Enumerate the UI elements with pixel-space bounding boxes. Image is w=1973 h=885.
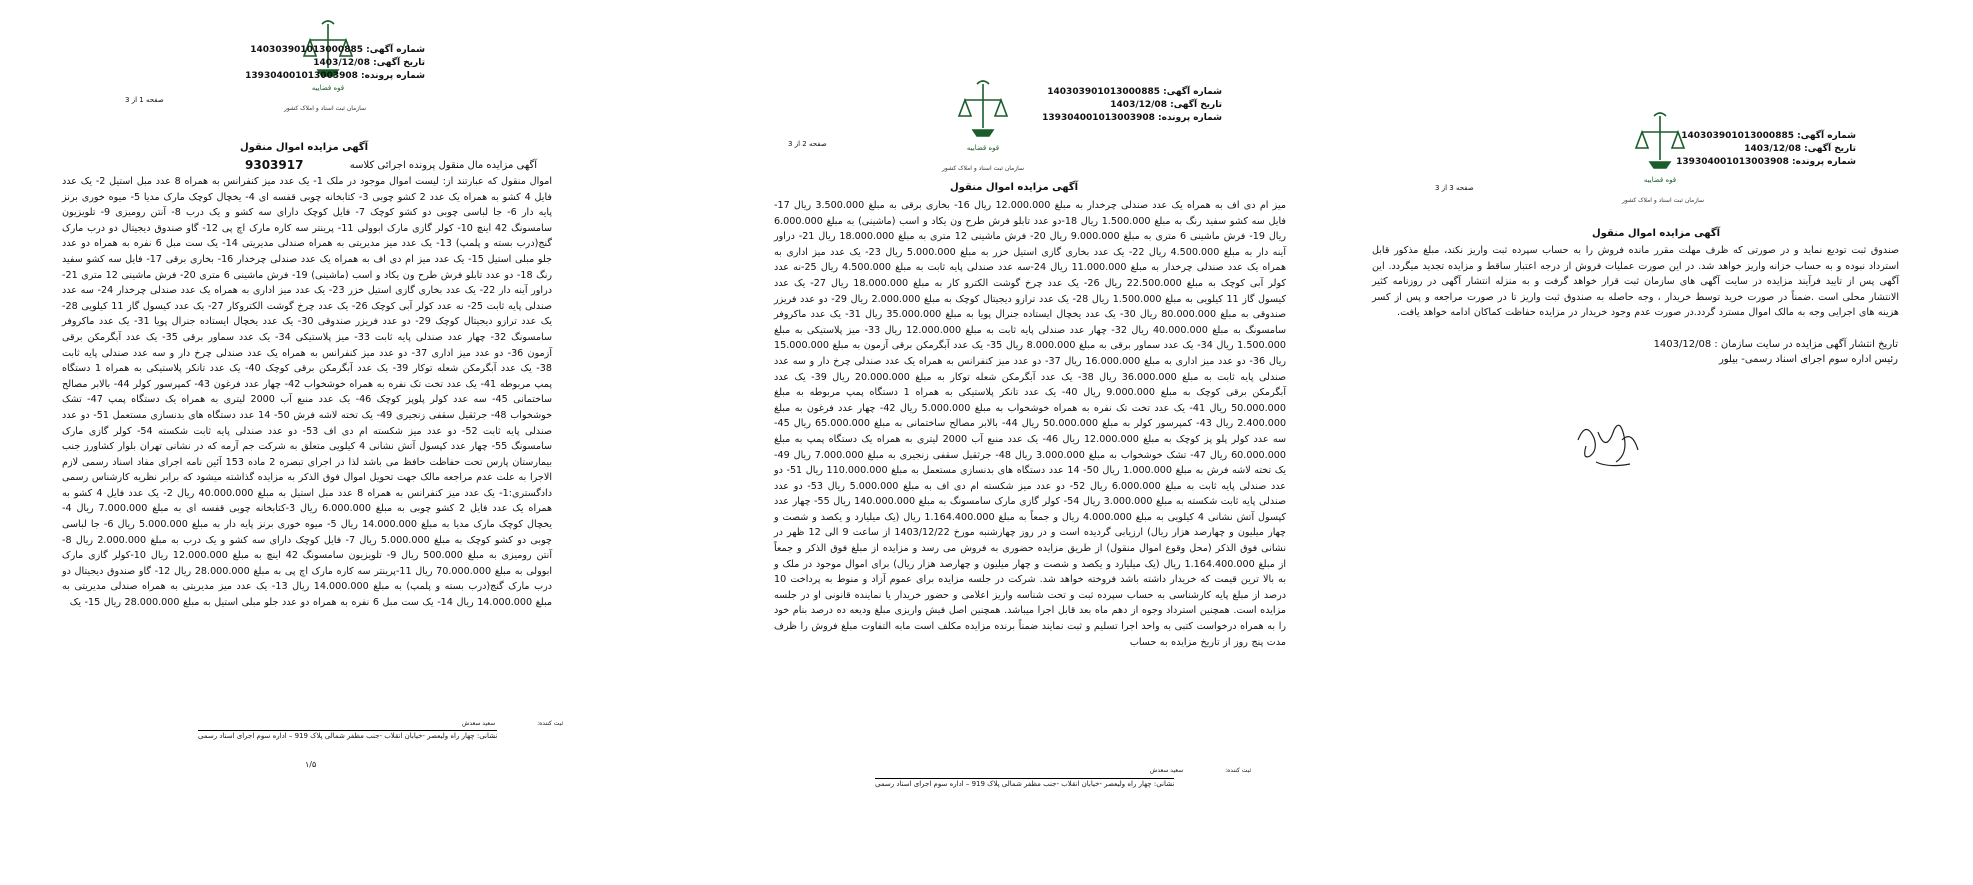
notice-title: آگهی مزایده اموال منقول <box>1592 228 1721 239</box>
notice-page-2 <box>710 0 1330 800</box>
notice-number: 140303901013000885 <box>1681 131 1794 141</box>
notice-title: آگهی مزایده اموال منقول <box>950 182 1079 193</box>
page-footer-address: نشانی: چهار راه ولیعصر -خیابان انقلاب -جنب مظفر شمالی پلاک 919 – اداره سوم اجرای اسناد رسمی <box>875 780 1175 788</box>
file-number-label: شماره پرونده: <box>1158 113 1222 123</box>
org-name: سازمان ثبت اسناد و املاک کشور <box>941 165 1025 172</box>
judiciary-label: قوه قضاییه <box>1643 176 1677 184</box>
signer-label: ثبت کننده: <box>1225 767 1252 774</box>
handwritten-signature <box>1568 410 1648 480</box>
notice-title: آگهی مزایده اموال منقول <box>240 142 369 153</box>
page-footer-address: نشانی: چهار راه ولیعصر -خیابان انقلاب -جنب مظفر شمالی پلاک 919 – اداره سوم اجرای اسناد رسمی <box>198 732 498 740</box>
publish-date-line: تاریخ انتشار آگهی مزایده در سایت سازمان : 1403/12/08 <box>1653 339 1898 350</box>
notice-meta <box>245 44 425 83</box>
judiciary-label: قوه قضاییه <box>311 84 345 92</box>
page-indicator: صفحه 1 از 3 <box>125 96 164 104</box>
chief-signature-line: رئیس اداره سوم اجرای اسناد رسمی- بیلور <box>1718 354 1898 365</box>
notice-number-label: شماره آگهی: <box>1163 87 1222 97</box>
judiciary-label: قوه قضاییه <box>966 144 1000 152</box>
signer-label: ثبت کننده: <box>537 720 564 727</box>
case-number: 9303917 <box>245 158 304 172</box>
org-name: سازمان ثبت اسناد و املاک کشور <box>283 105 367 112</box>
notice-number-label: شماره آگهی: <box>366 45 425 55</box>
page-indicator: صفحه 2 از 3 <box>788 140 827 148</box>
notice-body-text: میز ام دی اف به همراه یک عدد صندلی چرخدار به مبلغ 12.000.000 ریال 16- بخاری برقی به مبلغ 3.500.000 ریال 17- فایل سه کشو سفید رنگ به مبلغ 1.500.000 ریال 18-دو عدد تابلو فرش طرح ون یکاد و اسب (ماشینی) به مبلغ 6.000.000 ریال 19- فرش ماشینی 6 متری به مبلغ 9.000.000 ریال 20- فرش ماشینی 12 متری به مبلغ 18.000.000 ریال 21- دراور آینه دار به مبلغ 4.500.000 ریال 22- یک عدد بخاری گازی استیل خزر به مبلغ 5.000.000 ریال 23- یک عدد میز اداری به همراه یک عدد صندلی چرخدار به مبلغ 11.000.000 ریال 24-سه عدد صندلی پایه ثابت به مبلغ 4.500.000 ریال 25-نه عدد کولر آبی کوچک به مبلغ 22.500.000 ریال 26- یک عدد چرخ گوشت الکترو کار به مبلغ 18.000.000 ریال 27- یک عدد کیسول گاز 11 کیلویی به مبلغ 1.500.000 ریال 28- یک عدد ترازو دیجیتال کوچک به مبلغ 2.000.000 ریال 29- دو عدد فریزر صندوقی به مبلغ 80.000.000 ریال 30- یک عدد یخچال ایستاده جنرال پویا به مبلغ 35.000.000 ریال 31- یک عدد ماکروفر سامسونگ به مبلغ 40.000.000 ریال 32- چهار عدد صندلی پایه ثابت به مبلغ 12.000.000 ریال 33- میز پلاستیکی به مبلغ 1.500.000 ریال 34- یک عدد سماور برقی به مبلغ 8.000.000 ریال 35- یک عدد آبگرمکن برقی آزمون به مبلغ 15.000.000 ریال 36- دو عدد میز اداری به مبلغ 16.000.000 ریال 37- دو عدد میز کنفرانس به همراه یک عدد صندلی چرخ دار و سه عدد صندلی پایه ثابت به مبلغ 36.000.000 ریال 38- یک عدد آبگرمکن شعله توکار به مبلغ 20.000.000 ریال 39- یک عدد آبگرمکن برقی کوچک به مبلغ 9.000.000 ریال 40- یک عدد تانکر پلاستیکی به همراه 1 دستگاه پمپ مربوطه به مبلغ 50.000.000 ریال 41- یک عدد تخت تک نفره به همراه خوشخواب به مبلغ 5.000.000 ریال 42- چهار عدد فرغون به مبلغ 2.400.000 ریال 43- کمپرسور کولر به مبلغ 50.000.000 ریال 44- بالابر مصالح ساختمانی به مبلغ 65.000.000 ریال 45- سه عدد کولر پلو پز کوچک به مبلغ 12.000.000 ریال 46- یک عدد منبع آب 2000 لیتری به همراه یک دستگاه پمپ به مبلغ 60.000.000 ریال 47- تشک خوشخواب به مبلغ 3.000.000 ریال 48- جرثقیل سقفی زنجیری به مبلغ 7.000.000 ریال 49- یک تخته لاشه فرش به مبلغ 1.000.000 ریال 50- 14 عدد دستگاه های بدنسازی مستعمل به مبلغ 110.000.000 ریال 51- دو عدد صندلی پایه ثابت به مبلغ 6.000.000 ریال 52- دو عدد میز شکسته ام دی اف به مبلغ 5.000.000 ریال 53- دو عدد صندلی پایه ثابت شکسته به مبلغ 3.000.000 ریال 54- کولر گازی مارک سامسونگ به مبلغ 140.000.000 ریال 55- چهار عدد کپسول آتش نشانی 4 کیلویی به مبلغ 4.000.000 ریال و جمعاً به مبلغ 1.164.400.000 ریال (یک میلیارد و یکصد و شصت و چهار میلیون و چهارصد هزار ریال) ارزیابی گردیده است و در روز چهارشنبه مورخ 1403/12/22 از ساعت 9 الی 12 ظهر در نشانی فوق الذکر (محل وقوع اموال منقول) از طریق مزایده حضوری به فروش می رسد و مزایده از مبلغ فوق الذکر و جمعاً از مبلغ 1.164.400.000 ریال (یک میلیارد و یکصد و شصت و چهار میلیون و چهارصد هزار ریال) برای اموال موجود در ملک و به بالا ترین قیمت که خریدار داشته باشد فروخته خواهد شد. شرکت در جلسه مزایده برای عموم آزاد و منوط به پرداخت 10 درصد از مبلغ پایه کارشناسی به حساب سپرده ثبت و تحت شناسه واریز اعلامی و حضور خریدار یا نماینده قانونی او در جلسه مزایده است. همچنین استرداد وجوه از دهم ماه بعد قابل اجرا میباشد. همچنین اصل فیش واریزی مبلغ ودیعه ده درصد بنام خود را به همراه درخواست کتبی به واحد اجرا تسلیم و ثبت نمایند ضمناً برنده مزایده مکلف است مابه التفاوت مبلغ فروش را ظرف مدت پنج روز از تاریخ مزایده به حساب <box>774 200 1287 648</box>
judiciary-seal-icon <box>955 78 1011 164</box>
notice-number: 140303901013000885 <box>1047 87 1160 97</box>
notice-page-1 <box>0 0 585 780</box>
notice-body-text: صندوق ثبت تودیع نماید و در صورتی که ظرف مهلت مقرر مانده فروش را به حساب سپرده ثبت واریز نکند، مبلغ مذکور قابل استرداد نبوده و به حساب خزانه واریز خواهد شد. در این صورت عملیات فروش از درجه اعتبار ساقط و مزایده تجدید میگردد. این آگهی پس از تایید فرآیند مزایده در سایت آگهی های سازمان ثبت قرار خواهد گرفت و به منزله انتشار آگهی در روزنامه کثیر الانتشار محلی است .ضمناً در صورت خرید توسط خریدار ، وجه حاصله به صندوق ثبت واریز تا در صورت مراجعه و پس از کسر هزینه های اجرایی وجه به مالک اموال مسترد گردد.در صورت عدم وجود خریدار در مزایده حفاظت کماکان ادامه خواهد یافت. <box>1372 245 1899 319</box>
file-number-label: شماره پرونده: <box>1792 157 1856 167</box>
notice-date: 1403/12/08 <box>1110 100 1167 110</box>
page-indicator: صفحه 3 از 3 <box>1435 184 1474 192</box>
notice-number: 140303901013000885 <box>250 45 363 55</box>
signer-name: سعید سعدش <box>462 720 496 727</box>
notice-meta <box>1676 130 1856 169</box>
notice-meta <box>1042 86 1222 125</box>
notice-page-3 <box>1360 0 1960 500</box>
signer <box>462 720 563 727</box>
notice-date: 1403/12/08 <box>313 58 370 68</box>
file-number: 139304001013003908 <box>1042 113 1155 123</box>
scan-mark: ۱/۵ <box>305 760 317 769</box>
notice-date-label: تاریخ آگهی: <box>1804 144 1856 154</box>
notice-body-text: اموال منقول که عبارتند از: لیست اموال موجود در ملک 1- یک عدد میز کنفرانس به همراه 8 عدد مبل استیل 2- یک عدد فایل 4 کشو به همراه یک عدد 2 کشو چوبی 3- کتابخانه چوبی قفسه ای 4- یخچال کوچک مارک مدیا 5- میوه خوری برنز پایه دار 6- جا لباسی چوبی دو کشو کوچک 7- فایل کوچک دارای سه کشو و یک درب 8- آنتن رومیزی 9- تلویزیون سامسونگ 42 اینچ 10- کولر گازی مارک ابوولی 11- پرینتر سه کاره مارک اچ پی 12- گاو صندوق دیجیتال دو درب مارک گنج(درب بسته و پلمپ) 13- یک عدد میز مدیریتی به همراه صندلی مدیریتی 14- یک ست مبل 6 نفره به همراه دو عدد جلو مبلی استیل 15- یک عدد میز ام دی اف به همراه یک عدد صندلی چرخدار 16- بخاری برقی 17- فایل سه کشو سفید رنگ 18- دو عدد تابلو فرش طرح ون یکاد و اسب (ماشینی) 19- فرش ماشینی 6 متری 20- فرش ماشینی 12 متری 21- دراور آینه دار 22- یک عدد بخاری گازی استیل خزر 23- یک عدد میز اداری به همراه یک عدد صندلی چرخدار 24- سه عدد صندلی پایه ثابت 25- نه عدد کولر آبی کوچک 26- یک عدد چرخ گوشت الکتروکار 27- یک عدد کیسول گاز 11 کیلویی 28- یک عدد ترازو دیجیتال کوچک 29- دو عدد فریزر صندوقی 30- یک عدد یخچال ایستاده جنرال پویا 31- یک عدد ماکروفر سامسونگ 32- چهار عدد صندلی پایه ثابت 33- میز پلاستیکی 34- یک عدد سماور برقی 35- یک عدد آبگرمکن برقی آزمون 36- دو عدد میز اداری 37- دو عدد میز کنفرانس به همراه یک عدد صندلی چرخ دار و سه عدد صندلی پایه ثابت 38- یک عدد آبگرمکن شعله توکار 39- یک عدد آبگرمکن برقی کوچک 40- یک عدد تانکر پلاستیکی به همراه 1 دستگاه پمپ مربوطه 41- یک عدد تخت تک نفره به همراه خوشخواب 42- چهار عدد فرغون 43- کمپرسور کولر 44- بالابر مصالح ساختمانی 45- سه عدد کولر پلوپز کوچک 46- یک عدد منبع آب 2000 لیتری به همراه یک دستگاه پمپ 47- تشک خوشخواب 48- جرثقیل سقفی زنجیری 49- یک تخته لاشه فرش 50- 14 عدد دستگاه های بدنسازی مستعمل 51- دو عدد صندلی پایه ثابت 52- دو عدد میز شکسته ام دی اف 53- دو عدد صندلی پایه ثابت شکسته 54- کولر گازی مارک سامسونگ 55- چهار عدد کپسول آتش نشانی 4 کیلویی متعلق به شرکت جم آرمه که در نشانی تهران بلوار کشاورز جنب بیمارستان پارس تحت حفاظت حافظ می باشد لذا در اجرای تبصره 2 ماده 153 آئین نامه اجرای مفاد اسناد رسمی لازم الاجرا به علت عدم مراجعه مالک جهت تحویل اموال فوق الذکر به مزایده گذاشته میشود که برابر نظریه کارشناس رسمی دادگستری:1- یک عدد میز کنفرانس به همراه 8 عدد مبل استیل به مبلغ 40.000.000 ریال 2- یک عدد فایل 4 کشو به همراه یک عدد فایل 2 کشو چوبی به مبلغ 6.000.000 ریال 3-کتابخانه چوبی قفسه ای به مبلغ 7.000.000 ریال 4- یخچال کوچک مارک مدیا به مبلغ 14.000.000 ریال 5- میوه خوری برنز پایه دار به مبلغ 5.000.000 ریال 6- جا لباسی چوبی دو کشو کوچک به مبلغ 5.000.000 ریال 7- فایل کوچک دارای سه کشو و یک درب به مبلغ 2.000.000 ریال 8- آنتن رومیزی به مبلغ 500.000 ریال 9- تلویزیون سامسونگ 42 اینچ به مبلغ 12.000.000 ریال 10-کولر گازی مارک ابوولی به مبلغ 70.000.000 ریال 11-پرینتر سه کاره مارک اچ پی به مبلغ 28.000.000 ریال 12- گاو صندوق دیجیتال دو درب مارک گنج(درب بسته و پلمپ) به مبلغ 14.000.000 ریال 13- یک عدد میز مدیریتی به همراه صندلی مدیریتی به مبلغ 14.000.000 ریال 14- یک ست مبل 6 نفره به همراه دو عدد جلو مبلی استیل به مبلغ 28.000.000 ریال 15- یک <box>62 176 553 609</box>
file-number-label: شماره پرونده: <box>361 71 425 81</box>
signer-name: سعید سعدش <box>1150 767 1184 774</box>
notice-number-label: شماره آگهی: <box>1797 131 1856 141</box>
notice-date-label: تاریخ آگهی: <box>1170 100 1222 110</box>
notice-date: 1403/12/08 <box>1744 144 1801 154</box>
notice-date-label: تاریخ آگهی: <box>373 58 425 68</box>
signer <box>1150 767 1251 774</box>
notice-intro: آگهی مزایده مال منقول پرونده اجرائی کلاسه <box>349 160 537 171</box>
org-name: سازمان ثبت اسناد و املاک کشور <box>1621 197 1705 204</box>
file-number: 139304001013003908 <box>1676 157 1789 167</box>
file-number: 139304001013003908 <box>245 71 358 81</box>
